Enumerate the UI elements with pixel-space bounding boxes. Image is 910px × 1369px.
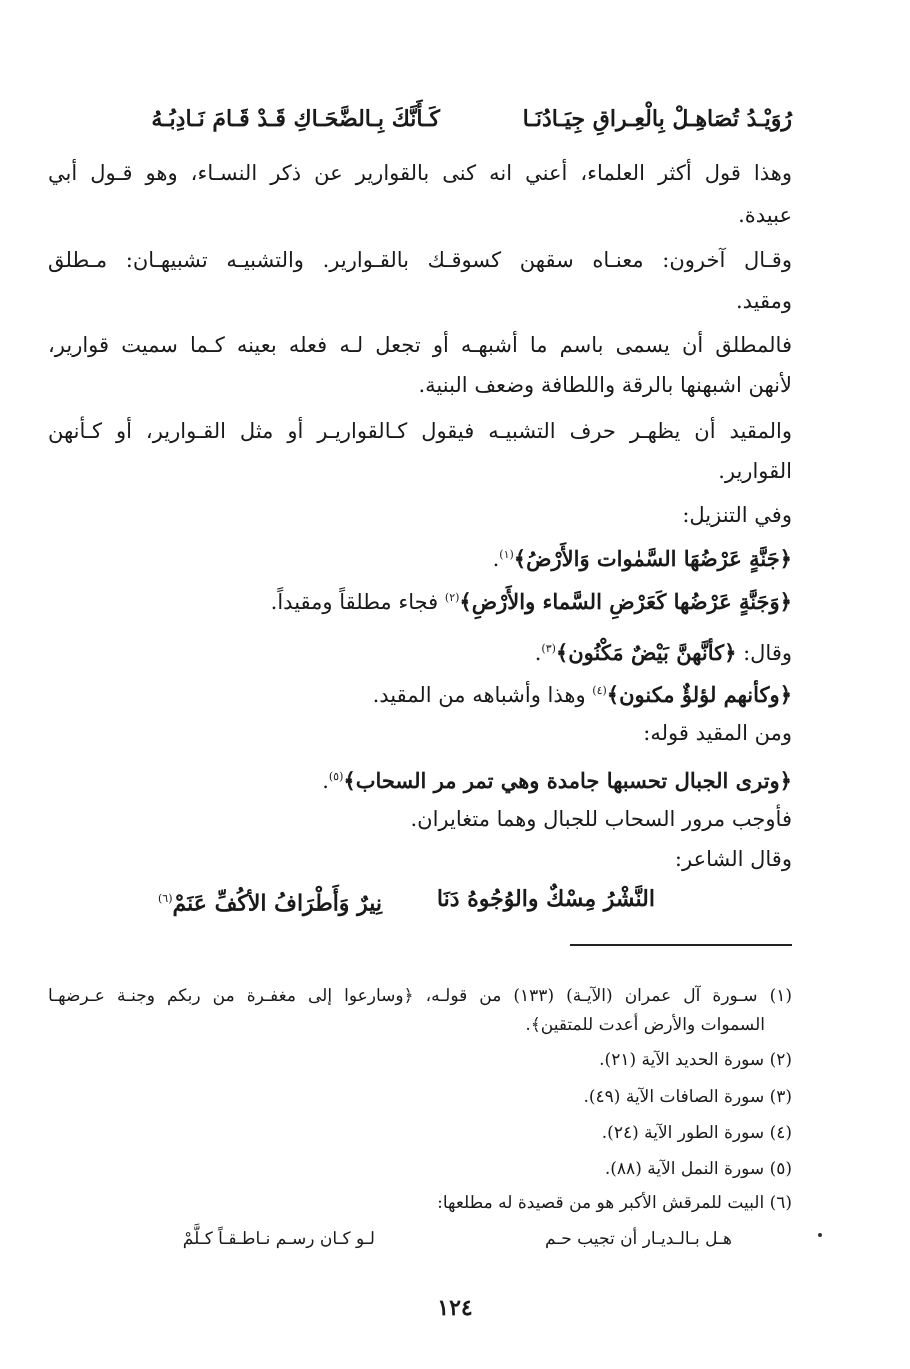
quran-verse: ﴿وترى الجبال تحسبها جامدة وهي تمر مر السحاب﴾ xyxy=(343,768,792,793)
quran-citation-line xyxy=(48,583,792,617)
line-tail: فجاء مطلقاً ومقيداً. xyxy=(270,590,445,614)
body-line: ومن المقيد قوله: xyxy=(643,721,792,745)
body-line: فالمطلق أن يسمى باسم ما أشبهـه أو تجعل لـه فعله بعينه كـما سميت قوارير، xyxy=(48,333,792,357)
verse-top-second-hemistich: كَـأَنَّكَ بِـالضَّحَـاكِ قَـدْ قَـامَ نَـادِبُـهُ xyxy=(151,106,440,132)
footnote: (٥) سورة النمل الآية (٨٨). xyxy=(604,1159,792,1179)
footnote-verse-second-hemistich: لـو كـان رسـم نـاطـقـاً كـلَّمْ xyxy=(182,1229,375,1249)
line-tail: . xyxy=(322,769,329,793)
footnote: (٦) البيت للمرقش الأكبر هو من قصيدة له مطلعها: xyxy=(437,1193,792,1213)
footnote-ref: (٦) xyxy=(157,892,173,905)
footnote-ref: (١) xyxy=(499,548,514,561)
body-line: القوارير. xyxy=(718,459,792,483)
body-line: وقـال آخرون: معنـاه سقهن كسوقـك بالقـوارير. والتشبيـه تشبيهـان: مـطلق xyxy=(48,248,792,272)
verse-bottom-first-hemistich: النَّشْرُ مِسْكٌ والوُجُوهُ دَنَا xyxy=(436,886,655,912)
body-line: عبيدة. xyxy=(738,203,792,227)
verse-bottom-second-hemistich: نِيرٌ وَأَطْرَافُ الأكُفِّ عَنَمْ xyxy=(172,890,382,917)
page-number: ١٢٤ xyxy=(437,1295,473,1321)
body-line: والمقيد أن يظهـر حرف التشبيـه فيقول كـالقواريـر أو مثل القـوارير، أو كـأنهن xyxy=(48,419,792,443)
footnote: (٢) سورة الحديد الآية (٢١). xyxy=(599,1050,792,1070)
quran-verse: ﴿وَجَنَّةٍ عَرْضُها كَعَرْضِ السَّماء والأَرْضِ﴾ xyxy=(459,589,792,614)
footnote: (٣) سورة الصافات الآية (٤٩). xyxy=(583,1087,792,1107)
body-line: وفي التنزيل: xyxy=(682,503,792,527)
margin-mark xyxy=(818,1233,822,1237)
footnote-ref: (٢) xyxy=(444,591,460,604)
verse-top-first-hemistich: رُوَيْـدُ تُصَاهِـلْ بِالْعِـراقِ جِيَـادُنَـا xyxy=(522,106,792,132)
body-line: ومقيد. xyxy=(735,289,792,313)
quran-verse: ﴿وكأنهم لؤلؤٌ مكنون﴾ xyxy=(606,682,792,707)
body-line: وقال الشاعر: xyxy=(674,847,792,871)
footnote-ref: (٤) xyxy=(592,684,607,697)
quran-citation-line xyxy=(48,634,792,668)
body-line: فأوجب مرور السحاب للجبال وهما متغايران. xyxy=(410,807,792,831)
quran-citation-line xyxy=(48,676,792,710)
footnote: (٤) سورة الطور الآية (٢٤). xyxy=(601,1123,792,1143)
footnote-continuation: السموات والأرض أعدت للمتقين﴾. xyxy=(525,1015,765,1035)
footnote-ref: (٣) xyxy=(541,642,556,655)
quran-citation-line xyxy=(48,540,792,574)
quran-citation-line xyxy=(48,762,792,796)
body-line: لأنهن اشبهنها بالرقة واللطافة وضعف البنية. xyxy=(418,373,792,397)
line-lead: وقال: xyxy=(736,641,792,665)
line-tail: . xyxy=(534,641,542,665)
footnote-verse-first-hemistich: هـل بـالـديـار أن تجيب حـم xyxy=(544,1229,732,1249)
footnote-separator xyxy=(570,944,792,946)
quran-verse: ﴿كأنَّهنَّ بَيْضٌ مَكْنُون﴾ xyxy=(555,640,737,665)
line-tail: وهذا وأشباهه من المقيد. xyxy=(372,683,593,707)
line-tail: . xyxy=(492,547,500,571)
quran-verse: ﴿جَنَّةٍ عَرْضُهَا السَّمٰوات وَالأَرْضُ﴾ xyxy=(513,546,792,571)
footnote: (١) سـورة آل عمران (الآيـة) (١٣٣) من قولـه، ﴿وسارعوا إلى مغفـرة من ربكم وجنـة عـرضهـا xyxy=(48,986,792,1006)
footnote-ref: (٥) xyxy=(328,770,344,783)
verse-bottom-second-hemistich-line xyxy=(158,884,382,918)
body-line: وهذا قول أكثر العلماء، أعني انه كنى بالقوارير عن ذكر النسـاء، وهو قـول أبي xyxy=(48,161,792,185)
